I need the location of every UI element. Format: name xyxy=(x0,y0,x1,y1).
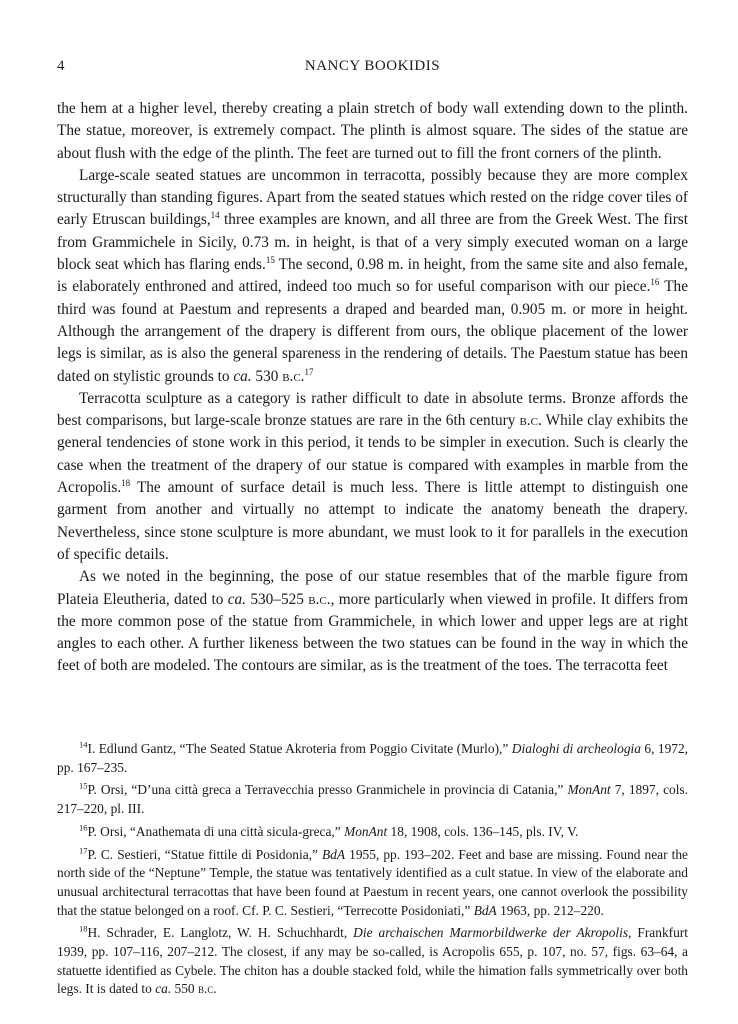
paragraph-2-text-a: Large-scale seated statues are uncommon in terracotta, possibly because they are more complex structurally than standing figures. Apart from the seated statues which rested on the ridge cover tiles of early Etruscan buildings, xyxy=(57,166,688,229)
journal-title: MonAnt xyxy=(344,823,388,839)
footnote-text: 7, 1897, cols. 217–220, pl. III. xyxy=(57,782,688,817)
journal-title: MonAnt xyxy=(567,782,611,798)
paragraph-3 xyxy=(57,388,688,566)
body-text xyxy=(57,98,688,678)
journal-title: BdA xyxy=(473,902,497,918)
paragraph-4-text-c: , more particularly when viewed in profile. It differs from the more common pose of the statue from Grammichele, in which lower and upper legs are at right angles to each other. A further likeness between the two statues can be found in the way in which the feet of both are modeled. The contours are similar, as is the treatment of the toes. The terracotta feet xyxy=(57,590,689,675)
bc-abbrev: b.c. xyxy=(282,367,305,385)
footnote-16 xyxy=(57,823,688,842)
footnote-14 xyxy=(57,740,688,777)
footnote-15 xyxy=(57,781,688,818)
footnote-ref-16: 16 xyxy=(650,277,660,288)
book-title: Die archaischen Marmorbildwerke der Akropolis xyxy=(353,925,629,941)
paragraph-3-text-b: While clay exhibits the general tendencies of stone work in this period, it tends to be simpler in execution. Such is clearly the case when the treatment of the drapery of our statue is compared with examples in marble from the Acropolis. xyxy=(57,412,688,497)
footnote-text: 550 xyxy=(171,981,198,997)
paragraph-4-text-b: 530–525 xyxy=(246,590,309,608)
bc-abbrev: b.c. xyxy=(308,590,331,608)
circa-abbrev: ca. xyxy=(233,367,252,385)
footnotes xyxy=(57,740,688,1003)
footnote-17 xyxy=(57,846,688,921)
circa-abbrev: ca. xyxy=(227,590,246,608)
footnote-text: P. C. Sestieri, “Statue fittile di Posidonia,” xyxy=(87,846,322,862)
footnote-text: 18, 1908, cols. 136–145, pls. IV, V. xyxy=(387,823,579,839)
footnote-text: H. Schrader, E. Langlotz, W. H. Schuchhardt, xyxy=(87,925,354,941)
footnote-text: I. Edlund Gantz, “The Seated Statue Akroteria from Poggio Civitate (Murlo),” xyxy=(87,741,512,756)
footnote-text: P. Orsi, “Anathemata di una città sicula-greca,” xyxy=(87,823,345,839)
circa-abbrev: ca. xyxy=(155,981,172,997)
footnote-text: 1955, pp. 193–202. Feet and base are missing. Found near the north side of the “Neptune” Temple, the statue was tentatively identified as a cult statue. In view of the elaborate and unusual architectural terracottas that have been found at Paestum in recent years, one cannot overlook the possibility that the statue belonged on a roof. Cf. P. C. Sestieri, “Terrecotte Posidoniati,” xyxy=(57,846,689,918)
bc-abbrev: b.c. xyxy=(519,412,542,430)
paragraph-2-text-c: The second, 0.98 m. in height, from the same site and also female, is elaborately enthroned and attired, indeed too much so for useful comparison with our piece. xyxy=(57,256,688,296)
paragraph-4-text-a: As we noted in the beginning, the pose of our statue resembles that of the marble figure from Plateia Eleutheria, dated to xyxy=(57,568,688,608)
footnote-ref-18: 18 xyxy=(121,477,131,488)
paragraph-1-text: the hem at a higher level, thereby creating a plain stretch of body wall extending down to the plinth. The statue, moreover, is extremely compact. The plinth is almost square. The sides of the statue are about flush with the edge of the plinth. The feet are turned out to fill the front corners of the plinth. xyxy=(57,100,688,162)
footnote-ref-15: 15 xyxy=(265,254,275,265)
footnote-18 xyxy=(57,924,688,999)
footnote-number: 15 xyxy=(79,780,88,791)
paragraph-4 xyxy=(57,566,688,677)
footnote-text: P. Orsi, “D’una città greca a Terravecchia presso Granmichele in provincia di Catania,” xyxy=(87,782,568,798)
footnote-number: 17 xyxy=(79,845,88,856)
footnote-text: 1963, pp. 212–220. xyxy=(496,902,604,918)
page-header xyxy=(57,58,688,84)
footnote-text: , Frankfurt 1939, pp. 107–116, 207–212. The closest, if any may be so-called, is Acropolis 655, p. 107, no. 57, figs. 63–64, a statuette identified as Cybele. The chiton has a double stacked fold, while the himation falls symmetrically over both legs. It is dated to xyxy=(57,925,688,997)
journal-title: Dialoghi di archeologia xyxy=(511,741,641,756)
paragraph-2-text-b: three examples are known, and all three are from the Greek West. The first from Grammichele in Sicily, 0.73 m. in height, is that of a very simply executed woman on a large block seat which has flaring ends. xyxy=(57,211,688,274)
bc-abbrev: b.c. xyxy=(197,981,217,997)
paragraph-2-text-d: The third was found at Paestum and represents a draped and bearded man, 0.905 m. or more in height. Although the arrangement of the drapery is different from ours, the oblique placement of the lower legs is similar, as is also the general spareness in the rendering of details. The Paestum statue has been dated on stylistic grounds to xyxy=(57,278,688,385)
footnote-ref-14: 14 xyxy=(210,210,220,221)
paragraph-2 xyxy=(57,165,688,388)
page-number: 4 xyxy=(57,58,65,74)
footnote-number: 18 xyxy=(79,923,88,934)
paragraph-1 xyxy=(57,98,688,165)
paragraph-3-text-a: Terracotta sculpture as a category is rather difficult to date in absolute terms. Bronze affords the best comparisons, but large-scale bronze statues are rare in the 6th century xyxy=(57,389,688,430)
footnote-ref-17: 17 xyxy=(304,366,314,377)
footnote-text: 6, 1972, pp. 167–235. xyxy=(57,741,689,775)
journal-title: BdA xyxy=(322,846,346,862)
running-head: NANCY BOOKIDIS xyxy=(304,58,441,74)
paragraph-2-text-e: 530 xyxy=(251,367,283,385)
footnote-number: 16 xyxy=(79,822,88,833)
footnote-number: 14 xyxy=(79,739,88,750)
paragraph-3-text-c: The amount of surface detail is much less. There is little attempt to distinguish one garment from another and virtually no attempt to indicate the anatomy beneath the drapery. Nevertheless, since stone sculpture is more abundant, we must look to it for parallels in the execution of specific details. xyxy=(57,479,688,563)
